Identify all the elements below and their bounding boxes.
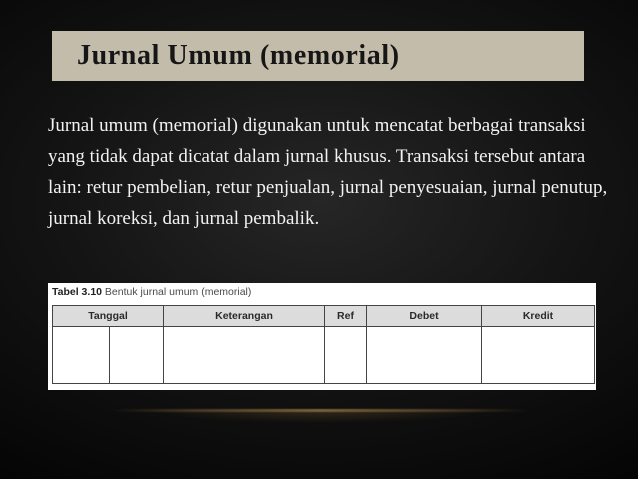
header-tanggal: Tanggal — [53, 306, 164, 327]
cell-tanggal-day — [110, 327, 164, 384]
table-caption — [52, 286, 251, 298]
cell-debet — [367, 327, 482, 384]
journal-table — [52, 305, 595, 384]
decorative-glow-divider — [110, 409, 530, 412]
table-header-row — [53, 306, 595, 327]
header-ref: Ref — [325, 306, 367, 327]
cell-ref — [325, 327, 367, 384]
table-caption-text: Bentuk jurnal umum (memorial) — [104, 286, 252, 298]
header-kredit: Kredit — [482, 306, 595, 327]
cell-tanggal-month — [53, 327, 110, 384]
table-caption-number: Tabel 3.10 — [52, 286, 102, 298]
cell-keterangan — [164, 327, 325, 384]
body-paragraph: Jurnal umum (memorial) digunakan untuk mencatat berbagai transaksi yang tidak dapat dicatat dalam jurnal khusus. Transaksi tersebut antara lain: retur pembelian, retur penjualan, jurnal penyesuaian, jurnal penutup, jurnal koreksi, dan jurnal pembalik. — [48, 115, 608, 229]
header-keterangan: Keterangan — [164, 306, 325, 327]
table-row — [53, 327, 595, 384]
title-bar — [52, 31, 584, 81]
table-figure — [48, 283, 596, 390]
cell-kredit — [482, 327, 595, 384]
slide-title: Jurnal Umum (memorial) — [77, 40, 400, 71]
header-debet: Debet — [367, 306, 482, 327]
